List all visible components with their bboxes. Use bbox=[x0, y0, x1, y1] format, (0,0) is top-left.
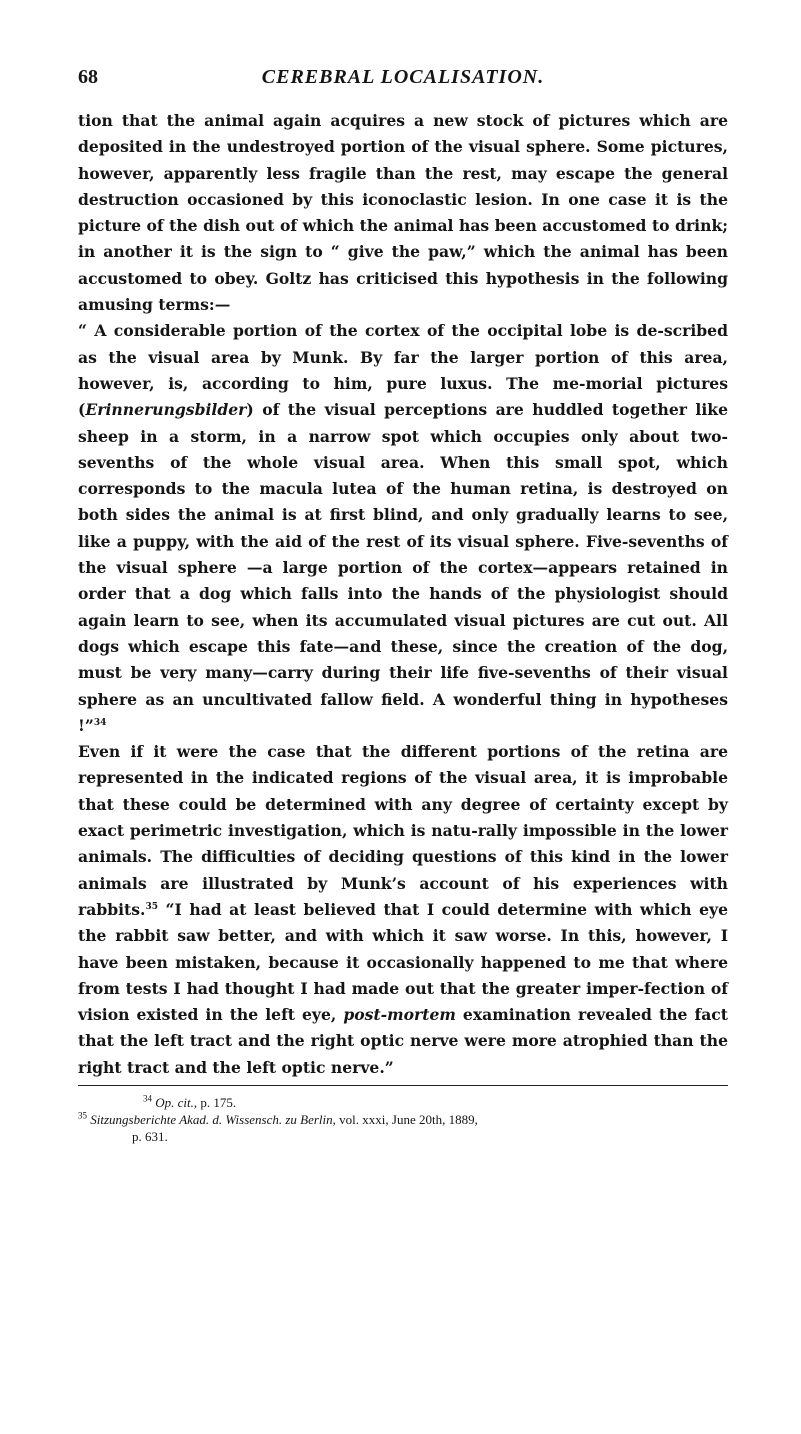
footnote-divider bbox=[78, 1085, 728, 1086]
quote-italic-term: Erinnerungsbilder bbox=[85, 400, 247, 420]
paragraph-3-text-c: examination revealed the fact that the left tract and the right optic nerve were more atrophied than the right tract and the left optic nerve.” bbox=[78, 1005, 728, 1077]
footnote-ref-34: 34 bbox=[93, 717, 107, 728]
footnote-34-italic: Op. cit. bbox=[155, 1094, 194, 1110]
paragraph-3 bbox=[78, 739, 728, 1081]
paragraph-3-italic-term: post-mortem bbox=[343, 1005, 456, 1025]
footnote-34 bbox=[78, 1094, 728, 1111]
footnote-35-number: 35 bbox=[78, 1110, 87, 1121]
running-head bbox=[78, 66, 728, 102]
footnote-35-italic: Sitzungsberichte Akad. d. Wissensch. zu Berlin bbox=[90, 1111, 333, 1127]
book-page bbox=[78, 66, 728, 1145]
footnote-35-text: , vol. xxxi, June 20th, 1889, bbox=[332, 1111, 478, 1127]
page-number: 68 bbox=[78, 66, 98, 88]
paragraph-3-text-a: Even if it were the case that the different portions of the retina are represented in the indicated regions of the visual area, it is improbable that these could be determined with any degree of certainty except by exact perimetric investigation, which is natu-rally impossible in the lower animals. The difficulties of deciding questions of this kind in the lower animals are illustrated by Munk’s account of his experiences with rabbits. bbox=[78, 742, 728, 919]
quote-text-b: ) of the visual perceptions are huddled together like sheep in a storm, in a narrow spot which occupies only about two-sevenths of the whole visual area. When this small spot, which corresponds to the macula lutea of the human retina, is destroyed on both sides the animal is at first blind, and only gradually learns to see, like a puppy, with the aid of the rest of its visual sphere. Five-sevenths of the visual sphere —a large portion of the cortex—appears retained in order that a dog which falls into the hands of the physiologist should again learn to see, when its accumulated visual pictures are cut out. All dogs which escape this fate—and these, since the creation of the dog, must be very many—carry during their life five-sevenths of their visual sphere as an uncultivated fallow field. A wonderful thing in hypotheses !” bbox=[78, 400, 728, 735]
paragraph-2-quote bbox=[78, 318, 728, 739]
body-text bbox=[78, 108, 728, 1081]
quote-text-a: “ A considerable portion of the cortex of the occipital lobe is de-scribed as the visual area by Munk. By far the larger portion of this area, however, is, according to him, pure luxus. The me-morial pictures ( bbox=[78, 321, 728, 420]
paragraph-1-text: tion that the animal again acquires a new stock of pictures which are deposited in the undestroyed portion of the visual sphere. Some pictures, however, apparently less fragile than the rest, may escape the general destruction occasioned by this iconoclastic lesion. In one case it is the picture of the dish out of which the animal has been accustomed to drink; in another it is the sign to “ give the paw,” which the animal has been accustomed to obey. Goltz has criticised this hypothesis in the following amusing terms:— bbox=[78, 111, 728, 315]
running-title: CEREBRAL LOCALISATION. bbox=[261, 66, 545, 88]
paragraph-1 bbox=[78, 108, 728, 318]
footnote-35-continuation: p. 631. bbox=[132, 1128, 168, 1144]
footnote-34-number: 34 bbox=[143, 1093, 152, 1104]
footnote-35 bbox=[78, 1111, 728, 1145]
paragraph-3-text-b: “I had at least believed that I could determine with which eye the rabbit saw better, and with which it saw worse. In this, however, I have been mistaken, because it occasionally happened to me that where from tests I had thought I had made out that the greater imper-fection of vision existed in the left eye, bbox=[78, 899, 728, 1025]
footnote-34-text: , p. 175. bbox=[193, 1094, 237, 1110]
footnotes bbox=[78, 1094, 728, 1145]
footnote-ref-35: 35 bbox=[145, 901, 158, 912]
